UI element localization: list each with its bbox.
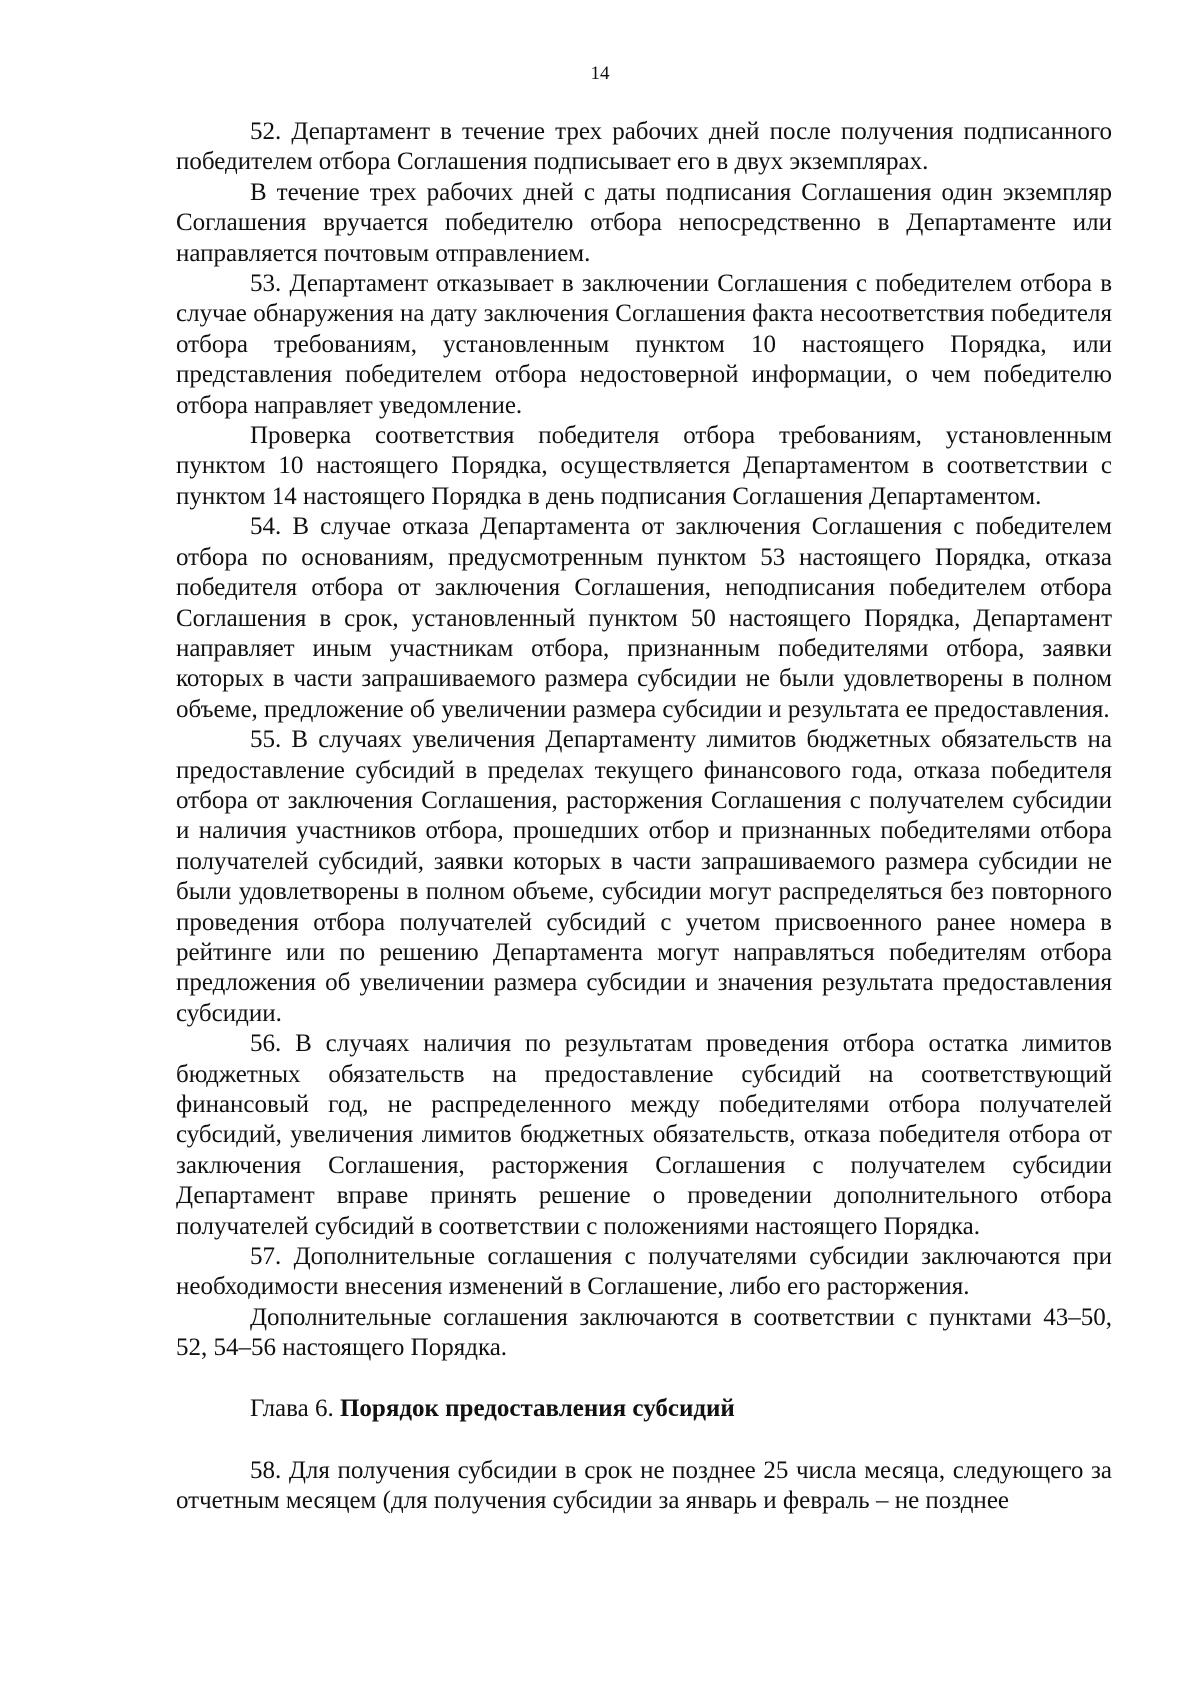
paragraph-52-delivery: В течение трех рабочих дней с даты подписания Соглашения один экземпляр Соглашения вручается победителю отбора непосредственно в Департаменте или направляется почтовым отправлением. (176, 178, 1112, 267)
paragraph-57-additional: Дополнительные соглашения заключаются в соответствии с пунктами 43–50, 52, 54–56 настоящего Порядка. (176, 1303, 1112, 1362)
page-number: 14 (590, 63, 610, 84)
paragraph-56: 56. В случаях наличия по результатам проведения отбора остатка лимитов бюджетных обязательств на предоставление субсидий на соответствующий финансовый год, не распределенного между победителями отбора получателей субсидий, увеличения лимитов бюджетных обязательств, отказа победителя отбора от заключения Соглашения, расторжения Соглашения с получателем субсидии Департамент вправе принять решение о проведении дополнительного отбора получателей субсидий в соответствии с положениями настоящего Порядка. (176, 1030, 1112, 1240)
paragraph-57: 57. Дополнительные соглашения с получателями субсидии заключаются при необходимости внесения изменений в Соглашение, либо его расторжения. (176, 1243, 1112, 1301)
chapter-heading (176, 1394, 1112, 1424)
paragraph-55: 55. В случаях увеличения Департаменту лимитов бюджетных обязательств на предоставление субсидий в пределах текущего финансового года, отказа победителя отбора от заключения Соглашения, расторжения Соглашения с получателем субсидии и наличия участников отбора, прошедших отбор и признанных победителями отбора получателей субсидий, заявки которых в части запрашиваемого размера субсидии не были удовлетворены в полном объеме, субсидии могут распределяться без повторного проведения отбора получателей субсидий с учетом присвоенного ранее номера в рейтинге или по решению Департамента могут направляться победителям отбора предложения об увеличении размера субсидии и значения результата предоставления субсидии. (176, 726, 1112, 1027)
chapter-prefix: Глава 6. (250, 1394, 334, 1422)
paragraph-58: 58. Для получения субсидии в срок не позднее 25 числа месяца, следующего за отчетным месяцем (для получения субсидии за январь и февраль – не позднее (176, 1457, 1112, 1515)
document-body (176, 117, 1112, 1517)
paragraph-53-verification: Проверка соответствия победителя отбора требованиям, установленным пунктом 10 настоящего Порядка, осуществляется Департаментом в соответствии с пунктом 14 настоящего Порядка в день подписания Соглашения Департаментом. (176, 422, 1112, 510)
paragraph-53: 53. Департамент отказывает в заключении Соглашения с победителем отбора в случае обнаружения на дату заключения Соглашения факта несоответствия победителя отбора требованиям, установленным пунктом 10 настоящего Порядка, или представления победителем отбора недостоверной информации, о чем победителю отбора направляет уведомление. (176, 270, 1112, 419)
paragraph-52: 52. Департамент в течение трех рабочих дней после получения подписанного победителем отбора Соглашения подписывает его в двух экземплярах. (176, 118, 1112, 176)
paragraph-54: 54. В случае отказа Департамента от заключения Соглашения с победителем отбора по основаниям, предусмотренным пунктом 53 настоящего Порядка, отказа победителя отбора от заключения Соглашения, неподписания победителем отбора Соглашения в срок, установленный пунктом 50 настоящего Порядка, Департамент направляет иным участникам отбора, признанным победителями отбора, заявки которых в части запрашиваемого размера субсидии не были удовлетворены в полном объеме, предложение об увеличении размера субсидии и результата ее предоставления. (176, 513, 1112, 723)
chapter-title: Порядок предоставления субсидий (339, 1394, 735, 1422)
